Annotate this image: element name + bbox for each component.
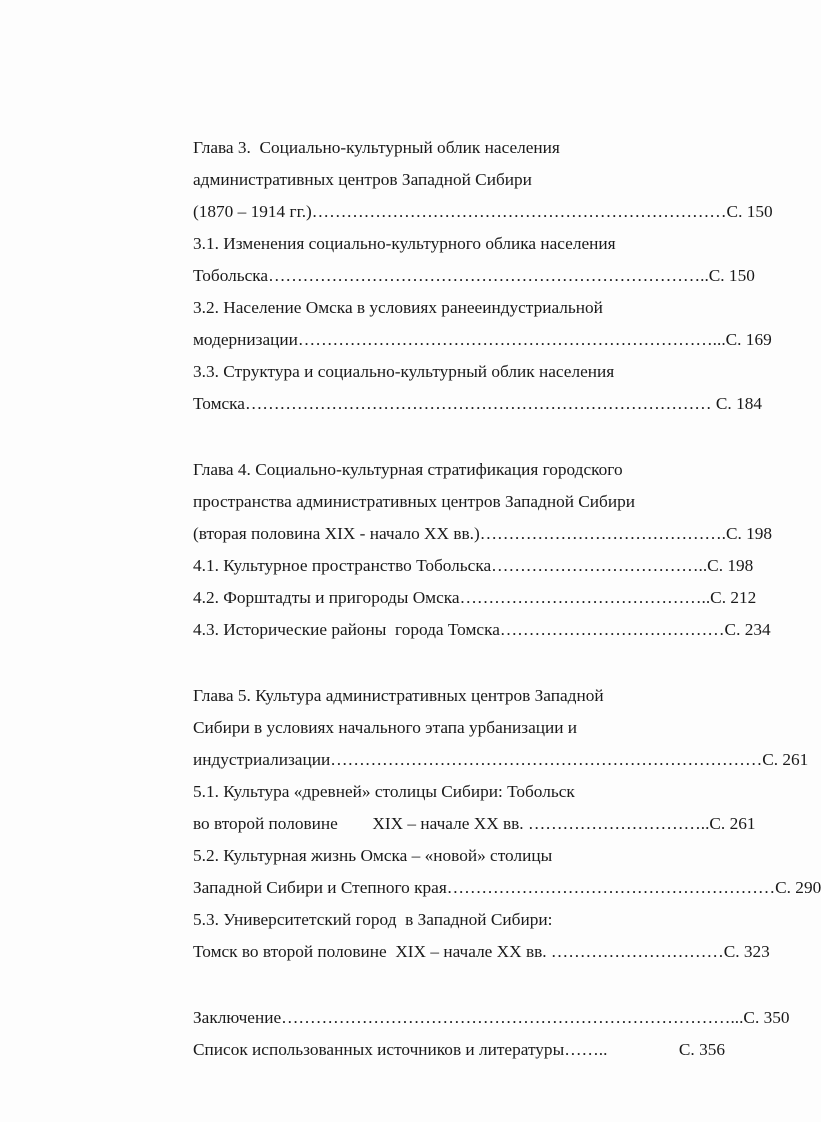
page-number: С. 350 — [743, 1008, 790, 1027]
toc-section-back-matter — [193, 1002, 790, 1066]
entry-title: 4.2. Форштадты и пригороды Омска — [193, 588, 460, 607]
toc-heading-line — [193, 680, 725, 712]
toc-section-chapter-5 — [193, 680, 821, 968]
toc-entry — [193, 324, 772, 356]
entry-title: административных центров Западной Сибири — [193, 170, 532, 189]
page-number: С. 356 — [678, 1040, 725, 1059]
entry-title: 4.3. Исторические районы города Томска — [193, 620, 500, 639]
entry-title: Томска — [193, 394, 245, 413]
toc-heading-line — [193, 904, 725, 936]
dot-leader: …………………………………….. — [459, 588, 711, 607]
toc-heading-line — [193, 712, 725, 744]
toc-entry — [193, 936, 770, 968]
toc-heading-line — [193, 486, 725, 518]
toc-entry — [193, 550, 754, 582]
dot-leader: ……………………………………………………………………... — [281, 1008, 744, 1027]
page-number: С. 198 — [707, 556, 754, 575]
dot-leader: ……………………………….. — [491, 556, 708, 575]
toc-heading-line — [193, 776, 725, 808]
entry-title: (вторая половина XIX - начало XX вв.) — [193, 524, 480, 543]
toc-entry — [193, 518, 773, 550]
entry-title: Заключение — [193, 1008, 282, 1027]
toc-heading-line — [193, 132, 725, 164]
entry-title: 3.1. Изменения социально-культурного облика населения — [193, 234, 616, 253]
entry-title: индустриализации — [193, 750, 331, 769]
toc-entry — [193, 388, 762, 420]
entry-title: модернизации — [193, 330, 298, 349]
dot-leader: ……………………………………. — [479, 524, 726, 543]
toc-entry — [193, 1002, 790, 1034]
toc-entry — [193, 808, 756, 840]
dot-leader: ………………………… — [550, 942, 724, 961]
table-of-contents — [193, 132, 821, 1100]
toc-heading-line — [193, 292, 725, 324]
page-number: С. 198 — [725, 524, 773, 543]
dot-leader: ……………………………………………………………… — [311, 202, 727, 221]
toc-entry — [193, 196, 773, 228]
entry-title: Сибири в условиях начального этапа урбанизации и — [193, 718, 578, 737]
entry-title: Тобольска — [193, 266, 269, 285]
dot-leader: ………………………….. — [527, 814, 710, 833]
entry-title: Список использованных источников и литературы — [193, 1040, 565, 1059]
page-number: С. 169 — [725, 330, 772, 349]
entry-title: во второй половине XIX – начале XX вв. — [193, 814, 528, 833]
toc-heading-line — [193, 228, 725, 260]
entry-title: Западной Сибири и Степного края — [193, 878, 447, 897]
page-number: С. 261 — [762, 750, 809, 769]
toc-entry — [193, 872, 821, 904]
entry-title: пространства административных центров Западной Сибири — [193, 492, 635, 511]
page-number: С. 323 — [723, 942, 770, 961]
entry-title: 5.3. Университетский город в Западной Сибири: — [193, 910, 553, 929]
toc-heading-line — [193, 356, 725, 388]
toc-entry — [193, 744, 809, 776]
entry-title: (1870 – 1914 гг.) — [193, 202, 312, 221]
entry-title: 5.2. Культурная жизнь Омска – «новой» столицы — [193, 846, 553, 865]
dot-leader: ………………………………… — [499, 620, 725, 639]
page-number: С. 212 — [710, 588, 757, 607]
entry-title: Глава 4. Социально-культурная стратификация городского — [193, 460, 623, 479]
page-number: С. 234 — [724, 620, 771, 639]
toc-section-chapter-4 — [193, 454, 773, 646]
page-number: С. 150 — [708, 266, 755, 285]
page-number: С. 261 — [709, 814, 756, 833]
dot-leader: ………………………………………………… — [446, 878, 776, 897]
dot-leader: …….. — [564, 1040, 608, 1059]
page-number: С. 290 — [775, 878, 821, 897]
dot-leader: ………………………………………………………………... — [297, 330, 726, 349]
toc-entry — [193, 614, 771, 646]
toc-entry — [193, 1034, 725, 1066]
toc-heading-line — [193, 840, 725, 872]
page-number: С. 184 — [711, 394, 762, 413]
entry-title: 4.1. Культурное пространство Тобольска — [193, 556, 492, 575]
entry-title: Томск во второй половине XIX – начале XX вв. — [193, 942, 551, 961]
toc-entry — [193, 260, 755, 292]
toc-heading-line — [193, 454, 725, 486]
entry-title: Глава 5. Культура административных центров Западной — [193, 686, 604, 705]
toc-heading-line — [193, 164, 725, 196]
page-number: С. 150 — [726, 202, 773, 221]
entry-title: 3.2. Население Омска в условиях ранееиндустриальной — [193, 298, 603, 317]
toc-section-chapter-3 — [193, 132, 773, 420]
entry-title: Глава 3. Социально-культурный облик населения — [193, 138, 560, 157]
dot-leader: ……………………………………………………………………… — [244, 394, 712, 413]
dot-leader: ………………………………………………………………… — [330, 750, 763, 769]
dot-leader: ………………………………………………………………….. — [268, 266, 709, 285]
toc-entry — [193, 582, 757, 614]
entry-title: 5.1. Культура «древней» столицы Сибири: Тобольск — [193, 782, 575, 801]
entry-title: 3.3. Структура и социально-культурный облик населения — [193, 362, 615, 381]
